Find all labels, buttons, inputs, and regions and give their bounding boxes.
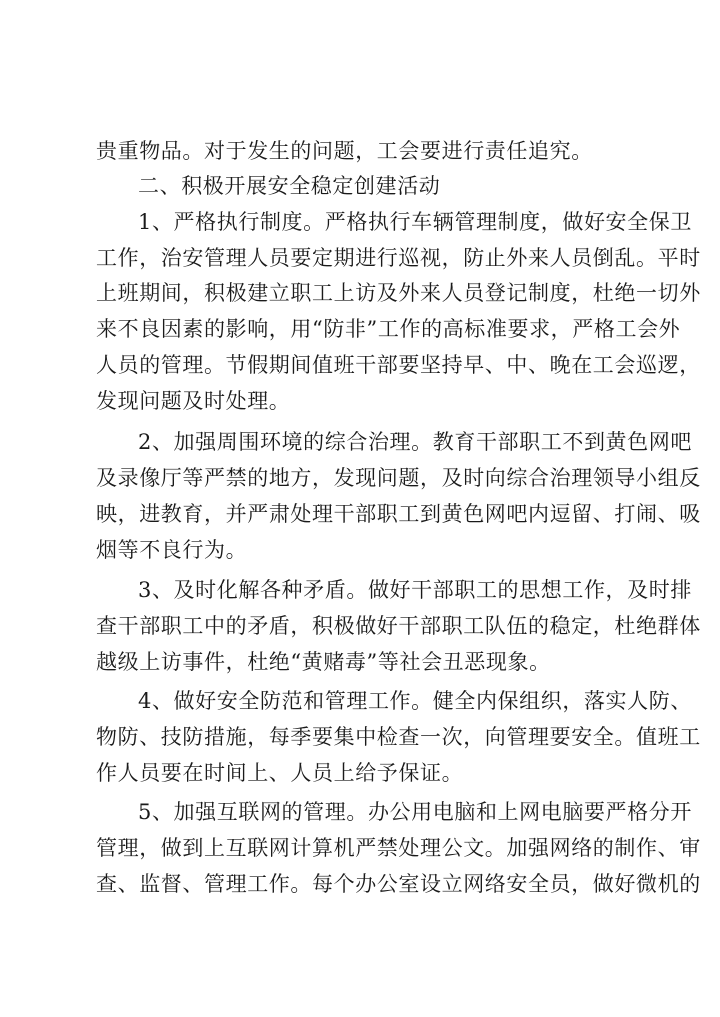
paragraph-start: 2、加强周围环境的综合治理。教育干部职工不到黄色网吧 [138, 430, 692, 454]
text-line: 上班期间，积极建立职工上访及外来人员登记制度，杜绝一切外 [96, 281, 701, 305]
section-heading: 二、积极开展安全稳定创建活动 [138, 174, 441, 198]
text-line: 人员的管理。节假期间值班干部要坚持早、中、晚在工会巡逻， [96, 353, 701, 377]
paragraph-start: 1、严格执行制度。严格执行车辆管理制度，做好安全保卫 [138, 210, 692, 234]
paragraph-start: 3、及时化解各种矛盾。做好干部职工的思想工作，及时排 [138, 578, 692, 602]
text-line: 工作，治安管理人员要定期进行巡视，防止外来人员倒乱。平时 [96, 246, 701, 270]
paragraph-start: 4、做好安全防范和管理工作。健全内保组织，落实人防、 [138, 689, 692, 713]
text-line: 作人员要在时间上、人员上给予保证。 [96, 761, 464, 785]
text-line: 越级上访事件，杜绝“黄赌毒”等社会丑恶现象。 [96, 650, 551, 674]
text-line: 查、监督、管理工作。每个办公室设立网络安全员，做好微机的 [96, 872, 701, 896]
text-line: 来不良因素的影响，用“防非”工作的高标准要求，严格工会外 [96, 317, 681, 341]
paragraph-start: 5、加强互联网的管理。办公用电脑和上网电脑要严格分开 [138, 800, 692, 824]
text-line: 物防、技防措施，每季要集中检查一次，向管理要安全。值班工 [96, 725, 701, 749]
text-line: 映，进教育，并严肃处理干部职工到黄色网吧内逗留、打闹、吸 [96, 502, 701, 526]
text-line: 查干部职工中的矛盾，积极做好干部职工队伍的稳定，杜绝群体 [96, 614, 701, 638]
text-line: 烟等不良行为。 [96, 538, 248, 562]
text-line: 管理，做到上互联网计算机严禁处理公文。加强网络的制作、审 [96, 836, 701, 860]
text-line: 贵重物品。对于发生的问题，工会要进行责任追究。 [96, 139, 593, 163]
text-line: 及录像厅等严禁的地方，发现问题，及时向综合治理领导小组反 [96, 466, 701, 490]
text-line: 发现问题及时处理。 [96, 389, 291, 413]
